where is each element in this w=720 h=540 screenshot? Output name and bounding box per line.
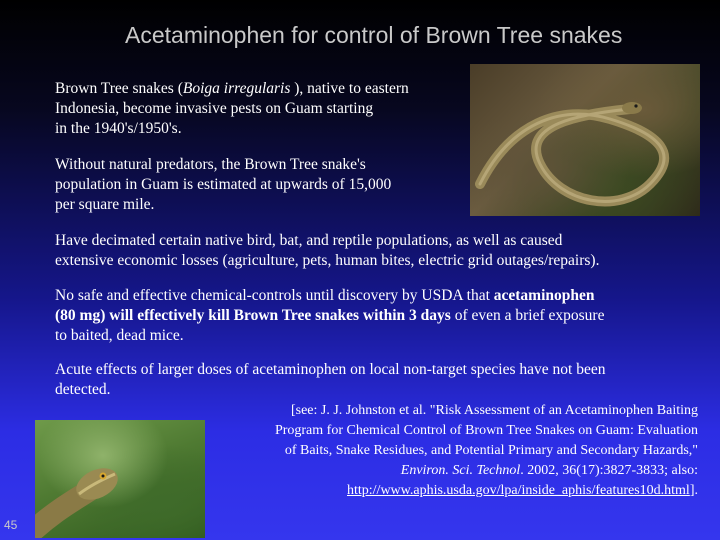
p5-line-1: Acute effects of larger doses of acetaminophen on local non-target species have not been: [55, 361, 606, 378]
p4-text-post: of even a brief exposure: [450, 307, 605, 324]
paragraph-acetaminophen: [55, 286, 705, 346]
p4-text-pre: No safe and effective chemical-controls until discovery by USDA that: [55, 287, 494, 304]
slide-number: 45: [4, 518, 18, 532]
p3-line-1: Have decimated certain native bird, bat, and reptile populations, as well as caused: [55, 232, 563, 249]
snake-coil-image: [470, 64, 700, 216]
paragraph-effects: [55, 360, 705, 400]
p1-line-2: Indonesia, become invasive pests on Guam starting: [55, 100, 374, 117]
species-name: Boiga irregularis: [182, 80, 291, 97]
slide-title: Acetaminophen for control of Brown Tree snakes: [125, 22, 623, 48]
p1-line-3: in the 1940's/1950's.: [55, 120, 182, 137]
p1-text-pre: Brown Tree snakes (: [55, 80, 183, 97]
p4-bold-2: (80 mg) will effectively kill Brown Tree snakes within 3 days: [55, 307, 451, 324]
citation-line-2: Program for Chemical Control of Brown Tree Snakes on Guam: Evaluation: [274, 423, 698, 438]
p5-line-2: detected.: [55, 381, 111, 398]
citation-line-3: of Baits, Snake Residues, and Potential Primary and Secondary Hazards,": [284, 443, 698, 458]
paragraph-population: [55, 155, 475, 215]
aphis-link[interactable]: http://www.aphis.usda.gov/lpa/inside_aphis/features10d.html: [347, 483, 690, 498]
p2-line-1: Without natural predators, the Brown Tree snake's: [55, 156, 366, 173]
citation-details: . 2002, 36(17):3827-3833; also:: [520, 463, 698, 478]
p4-bold-1: acetaminophen: [493, 287, 595, 304]
paragraph-origin: [55, 79, 475, 139]
paragraph-damage: [55, 231, 705, 271]
brown-tree-snake-photo: [470, 64, 700, 216]
citation-end: ].: [689, 483, 698, 498]
citation-line-1: [see: J. J. Johnston et al. "Risk Assessment of an Acetaminophen Baiting: [290, 403, 698, 418]
citation: [178, 401, 698, 501]
p3-line-2: extensive economic losses (agriculture, pets, human bites, electric grid outages/repairs).: [55, 252, 600, 269]
p1-text-post: ), native to eastern: [290, 80, 409, 97]
p2-line-3: per square mile.: [55, 196, 155, 213]
p2-line-2: population in Guam is estimated at upwards of 15,000: [55, 176, 392, 193]
p4-line-3: to baited, dead mice.: [55, 327, 184, 344]
journal-name: Environ. Sci. Technol: [400, 463, 521, 478]
